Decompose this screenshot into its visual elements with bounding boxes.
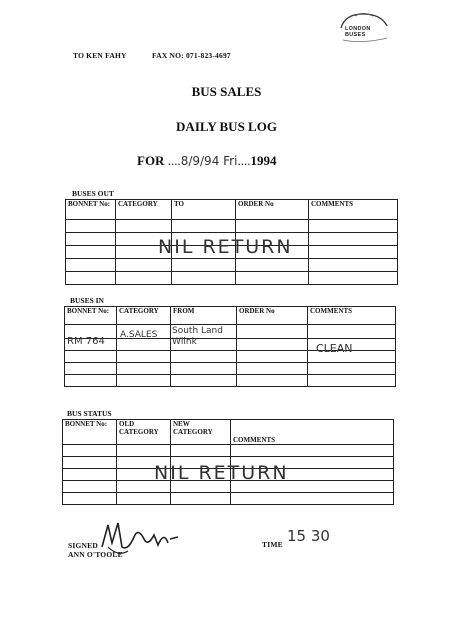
page-title: BUS SALES <box>191 84 262 99</box>
date-dots-right: .... <box>237 153 251 168</box>
buses-in-from: South Land Wlink <box>172 326 223 347</box>
table-row <box>65 375 396 387</box>
table-row <box>63 445 394 457</box>
date-prefix: FOR <box>137 153 168 168</box>
fax-number: FAX NO: 071-823-4697 <box>152 51 231 60</box>
buses-in-comments: CLEAN <box>316 342 353 355</box>
table-row <box>66 272 398 285</box>
header-to: TO <box>172 200 236 220</box>
table-row <box>65 363 396 375</box>
buses-out-handwritten: NIL RETURN <box>158 236 293 258</box>
table-row <box>66 259 398 272</box>
buses-out-label: BUSES OUT <box>72 189 114 198</box>
bus-status-label: BUS STATUS <box>67 409 112 418</box>
time-value: 15 30 <box>287 527 330 545</box>
stamp-text: LONDON BUSES <box>345 26 371 38</box>
date-line <box>137 153 276 169</box>
header-bonnet: BONNET No: <box>63 420 117 445</box>
time-label: TIME <box>262 540 283 549</box>
header-from: FROM <box>171 307 237 325</box>
header-order: ORDER No <box>237 307 308 325</box>
header-category: CATEGORY <box>117 307 171 325</box>
header-new-category: NEW CATEGORY <box>171 420 231 445</box>
date-handwritten: 8/9/94 Fri <box>180 154 238 168</box>
buses-in-bonnet: RM 764 <box>67 336 105 347</box>
buses-in-category: A.SALES <box>120 330 158 340</box>
header-old-category: OLD CATEGORY <box>117 420 171 445</box>
fax-to: TO KEN FAHY <box>73 51 127 60</box>
signed-label: SIGNED <box>68 541 98 550</box>
header-comments: COMMENTS <box>231 420 394 445</box>
header-comments: COMMENTS <box>309 200 398 220</box>
table-row <box>66 220 398 233</box>
header-comments: COMMENTS <box>308 307 396 325</box>
table-row <box>63 493 394 505</box>
header-order: ORDER No <box>236 200 309 220</box>
signer-name: ANN O'TOOLE <box>68 550 123 559</box>
header-bonnet: BONNET No: <box>65 307 117 325</box>
header-bonnet: BONNET No: <box>66 200 116 220</box>
bus-status-handwritten: NIL RETURN <box>154 462 289 484</box>
page-subtitle: DAILY BUS LOG <box>176 119 277 134</box>
header-category: CATEGORY <box>116 200 172 220</box>
date-year: 1994 <box>250 153 277 168</box>
london-buses-stamp <box>337 10 391 44</box>
buses-in-label: BUSES IN <box>70 296 104 305</box>
date-dots-left: .... <box>167 153 181 168</box>
